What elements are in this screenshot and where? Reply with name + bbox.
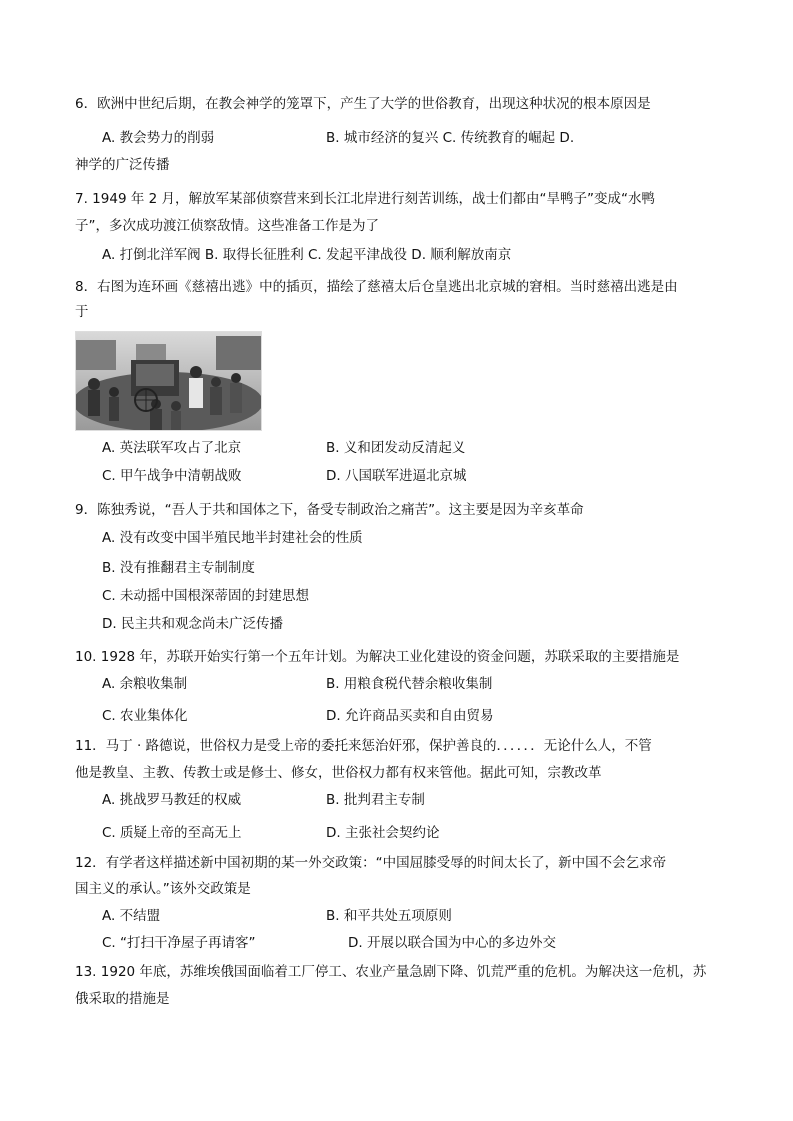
q10-option-c: C. 农业集体化 [102,708,188,724]
q12-option-b: B. 和平共处五项原则 [326,908,452,924]
q8-stem-line2: 于 [75,304,89,320]
q11-option-a: A. 挑战罗马教廷的权威 [102,792,242,808]
q8-option-a: A. 英法联军攻占了北京 [102,440,242,456]
q9-option-b: B. 没有推翻君主专制制度 [102,560,255,576]
q11-stem-line1: 11．马丁 · 路德说，世俗权力是受上帝的委托来惩治奸邪，保护善良的．．．．．．无论什么人，不管 [75,738,652,754]
q13-stem-line2: 俄采取的措施是 [75,991,170,1007]
q8-option-b: B. 义和团发动反清起义 [326,440,466,456]
comic-illustration-photo [75,331,262,431]
q13-stem-line1: 13. 1920 年底，苏维埃俄国面临着工厂停工、农业产量急剧下降、饥荒严重的危机。为解决这一危机，苏 [75,964,707,980]
q10-stem: 10. 1928 年，苏联开始实行第一个五年计划。为解决工业化建设的资金问题，苏联采取的主要措施是 [75,649,680,665]
q7-stem-line1: 7. 1949 年 2 月，解放军某部侦察营来到长江北岸进行刻苦训练，战士们都由“旱鸭子”变成“水鸭 [75,191,655,207]
q6-option-d-continued: 神学的广泛传播 [75,157,170,173]
q6-option-a: A. 教会势力的削弱 [102,130,215,146]
q12-stem-line1: 12．有学者这样描述新中国初期的某一外交政策：“中国屈膝受辱的时间太长了，新中国不会乞求帝 [75,855,667,871]
q11-option-d: D. 主张社会契约论 [326,825,440,841]
q9-option-a: A. 没有改变中国半殖民地半封建社会的性质 [102,530,363,546]
q6-option-b-c-d: B. 城市经济的复兴 C. 传统教育的崛起 D. [326,130,575,146]
q12-option-d: D. 开展以联合国为中心的多边外交 [348,935,556,951]
q7-stem-line2: 子”，多次成功渡江侦察敌情。这些准备工作是为了 [75,218,379,234]
q6-stem: 6．欧洲中世纪后期，在教会神学的笼罩下，产生了大学的世俗教育，出现这种状况的根本原因是 [75,96,651,112]
q10-option-d: D. 允许商品买卖和自由贸易 [326,708,494,724]
q11-option-c: C. 质疑上帝的至高无上 [102,825,242,841]
q12-stem-line2: 国主义的承认。”该外交政策是 [75,881,251,897]
q8-stem-line1: 8．右图为连环画《慈禧出逃》中的插页，描绘了慈禧太后仓皇逃出北京城的窘相。当时慈禧出逃是由 [75,279,678,295]
q11-option-b: B. 批判君主专制 [326,792,425,808]
q12-option-a: A. 不结盟 [102,908,161,924]
q12-option-c: C. “打扫干净屋子再请客” [102,935,256,951]
q9-option-c: C. 未动摇中国根深蒂固的封建思想 [102,588,310,604]
q9-option-d: D. 民主共和观念尚未广泛传播 [102,616,283,632]
q8-option-c: C. 甲午战争中清朝战败 [102,468,242,484]
q8-option-d: D. 八国联军进逼北京城 [326,468,467,484]
q9-stem: 9．陈独秀说，“吾人于共和国体之下，备受专制政治之痛苦”。这主要是因为辛亥革命 [75,502,584,518]
q10-option-b: B. 用粮食税代替余粮收集制 [326,676,493,692]
q7-options: A. 打倒北洋军阀 B. 取得长征胜利 C. 发起平津战役 D. 顺利解放南京 [102,247,512,263]
q11-stem-line2: 他是教皇、主教、传教士或是修士、修女，世俗权力都有权来管他。据此可知，宗教改革 [75,765,602,781]
q10-option-a: A. 余粮收集制 [102,676,188,692]
